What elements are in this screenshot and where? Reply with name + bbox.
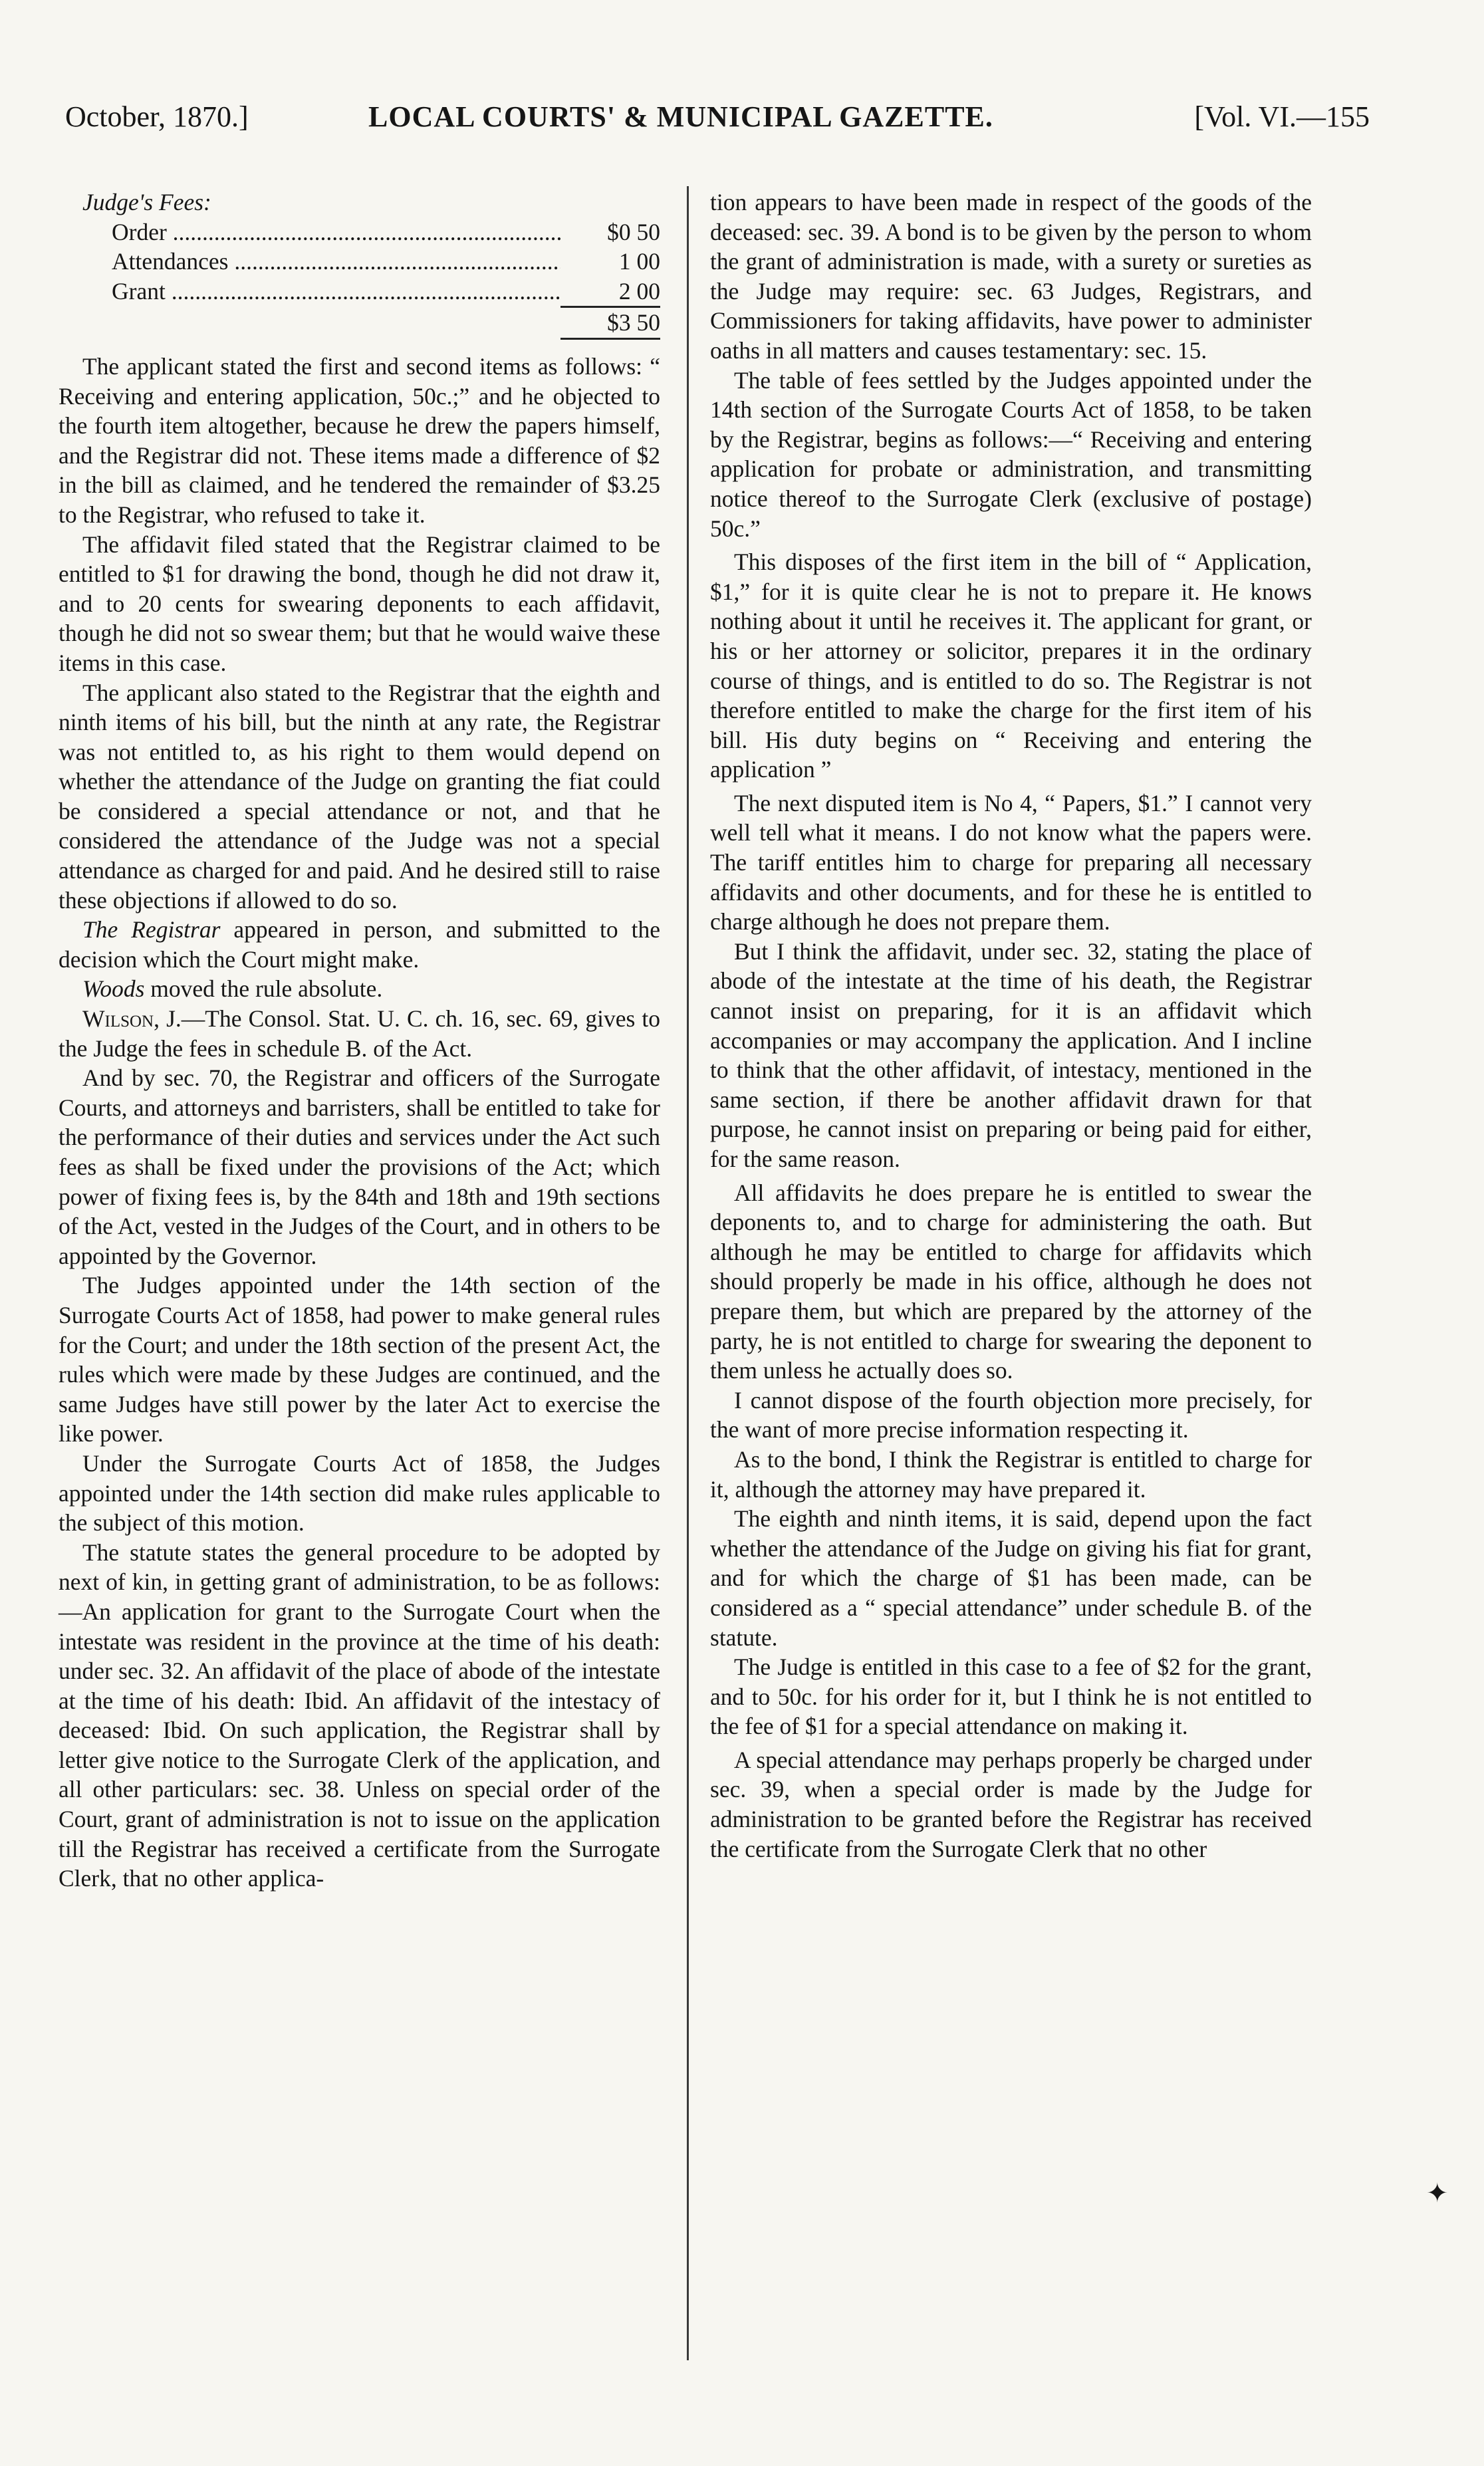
paragraph: The statute states the general procedure to be adopted by next of kin, in getting grant of administration, to be as follows:—An application for grant to the Surrogate Court when the intestate was resident in the province at the time of his death: under sec. 32. An affidavit of the place of abode of the intestate at the time of his death: Ibid. An affidavit of the intestacy of deceased: Ibid. On such application, the Registrar shall by letter give notice to the Surrogate Clerk of the application, and all other particulars: sec. 38. Unless on special order of the Court, grant of administration is not to issue on the application till the Registrar has received a certificate from the Surrogate Clerk, that no other applica- [59, 1539, 660, 1892]
judge-name: Wilson, J. [82, 1005, 182, 1033]
fee-row [112, 217, 660, 247]
paragraph-text: moved the rule absolute. [144, 975, 383, 1003]
paragraph [59, 974, 660, 1004]
fee-schedule [59, 187, 660, 340]
publication-title: LOCAL COURTS' & MUNICIPAL GAZETTE. [368, 100, 993, 133]
issue-date: October, 1870.] [65, 100, 249, 133]
fee-row [112, 277, 660, 307]
fee-amount: 2 00 [618, 277, 660, 305]
paragraph [59, 915, 660, 974]
paragraph: As to the bond, I think the Registrar is entitled to charge for it, although the attorney may have prepared it. [710, 1445, 1312, 1503]
left-column [59, 187, 660, 1894]
fee-label: Order ..... [112, 217, 560, 247]
paragraph: The next disputed item is No 4, “ Papers, $1.” I cannot very well tell what it means. I do not know what the papers were. The tariff entitles him to charge for preparing all necessary affidavits and other documents, and for these he is entitled to charge although he does not prepare them. [710, 789, 1312, 935]
fee-amount: 1 00 [618, 248, 660, 275]
running-header [53, 100, 1370, 160]
party-name: The Registrar [82, 916, 221, 943]
paragraph: The Judges appointed under the 14th section of the Surrogate Courts Act of 1858, had power to make general rules for the Court; and under the 18th section of the present Act, the rules which were made by these Judges are continued, and the same Judges have still power by the later Act to exercise the like power. [59, 1272, 660, 1447]
fee-amount: $0 50 [607, 218, 660, 245]
fee-label: Attendances ..... [112, 247, 560, 277]
paragraph [59, 1004, 660, 1063]
paragraph: Under the Surrogate Courts Act of 1858, the Judges appointed under the 14th section did make rules applicable to the subject of this motion. [59, 1449, 660, 1537]
column-divider [687, 186, 689, 2360]
paragraph: The table of fees settled by the Judges appointed under the 14th section of the Surrogate Courts Act of 1858, to be taken by the Registrar, begins as follows:—“ Receiving and entering application for probate or administration, and transmitting notice thereof to the Surrogate Clerk (exclusive of postage) 50c.” [710, 366, 1312, 542]
paragraph-text: —The Consol. Stat. U. C. ch. 16, sec. 69, gives to the Judge the fees in schedule B. of the Act. [59, 1005, 660, 1062]
paragraph: This disposes of the first item in the bill of “ Application, $1,” for it is quite clear he is not to prepare it. He knows nothing about it until he receives it. The applicant for grant, or his or her attorney or solicitor, prepares it in the ordinary course of things, and is entitled to do so. The Registrar is not therefore entitled to make the charge for the first item of his bill. His duty begins on “ Receiving and entering the application ” [710, 549, 1312, 783]
paragraph: And by sec. 70, the Registrar and officers of the Surrogate Courts, and attorneys and barristers, shall be entitled to take for the performance of their duties and services under the Act such fees as shall be fixed under the provisions of the Act; which power of fixing fees is, by the 84th and 18th and 19th sections of the Act, vested in the Judges of the Court, and in others to be appointed by the Governor. [59, 1064, 660, 1269]
fee-total [59, 306, 660, 340]
paragraph: The applicant stated the first and second items as follows: “ Receiving and entering application, 50c.;” and he objected to the fourth item altogether, because he drew the papers himself, and the Registrar did not. These items made a difference of $2 in the bill as claimed, and he tendered the remainder of $3.25 to the Registrar, who refused to take it. [59, 352, 660, 528]
fee-label: Grant ..... [112, 277, 560, 307]
paragraph: But I think the affidavit, under sec. 32, stating the place of abode of the intestate at the time of his death, the Registrar cannot insist on preparing, for it is an affidavit which accompanies or may accompany the application. And I incline to think that the other affidavit, of intestacy, mentioned in the same section, if there be another affidavit drawn for that purpose, he cannot insist on preparing or being paid for either, for the same reason. [710, 937, 1312, 1172]
fee-total-amount: $3 50 [560, 306, 660, 340]
paragraph-text: appeared in person, and submitted to the decision which the Court might make. [59, 916, 660, 973]
ink-blot-mark: ✦ [1426, 2178, 1449, 2209]
fee-schedule-title: Judge's Fees: [82, 189, 211, 215]
paragraph: The eighth and ninth items, it is said, depend upon the fact whether the attendance of the Judge on giving his fiat for grant, and for which the charge of $1 has been made, can be considered as a “ special attendance” under schedule B. of the statute. [710, 1505, 1312, 1651]
paragraph: A special attendance may perhaps properly be charged under sec. 39, when a special order is made by the Judge for administration to be granted before the Registrar has received the certificate from the Surrogate Clerk that no other [710, 1746, 1312, 1862]
paragraph: tion appears to have been made in respect of the goods of the deceased: sec. 39. A bond is to be given by the person to whom the grant of administration is made, with a surety or sureties as the Judge may require: sec. 63 Judges, Registrars, and Commissioners for taking affidavits, have power to administer oaths in all matters and causes testamentary: sec. 15. [710, 189, 1312, 364]
paragraph: All affidavits he does prepare he is entitled to swear the deponents to, and to charge for administering the oath. But although he may be entitled to charge for affidavits which should properly be made in his office, although he does not prepare them, but which are prepared by the attorney of the party, he is not entitled to charge for swearing the deponent to them unless he actually does so. [710, 1179, 1312, 1384]
right-column [710, 187, 1312, 1864]
volume-page-number: [Vol. VI.—155 [1194, 100, 1370, 133]
fee-row [112, 247, 660, 277]
paragraph: The affidavit filed stated that the Registrar claimed to be entitled to $1 for drawing the bond, though he did not draw it, and to 20 cents for swearing deponents to each affidavit, though he did not so swear them; but that he would waive these items in this case. [59, 531, 660, 676]
counsel-name: Woods [82, 975, 145, 1003]
paragraph: The Judge is entitled in this case to a fee of $2 for the grant, and to 50c. for his order for it, but I think he is not entitled to the fee of $1 for a special attendance on making it. [710, 1654, 1312, 1740]
paragraph: I cannot dispose of the fourth objection more precisely, for the want of more precise information respecting it. [710, 1386, 1312, 1443]
paragraph: The applicant also stated to the Registrar that the eighth and ninth items of his bill, but the ninth at any rate, the Registrar was not entitled to, as his right to them would depend on whether the attendance of the Judge on granting the fiat could be considered a special attendance or not, and that he considered the attendance of the Judge was not a special attendance as charged for and paid. And he desired still to raise these objections if allowed to do so. [59, 679, 660, 914]
